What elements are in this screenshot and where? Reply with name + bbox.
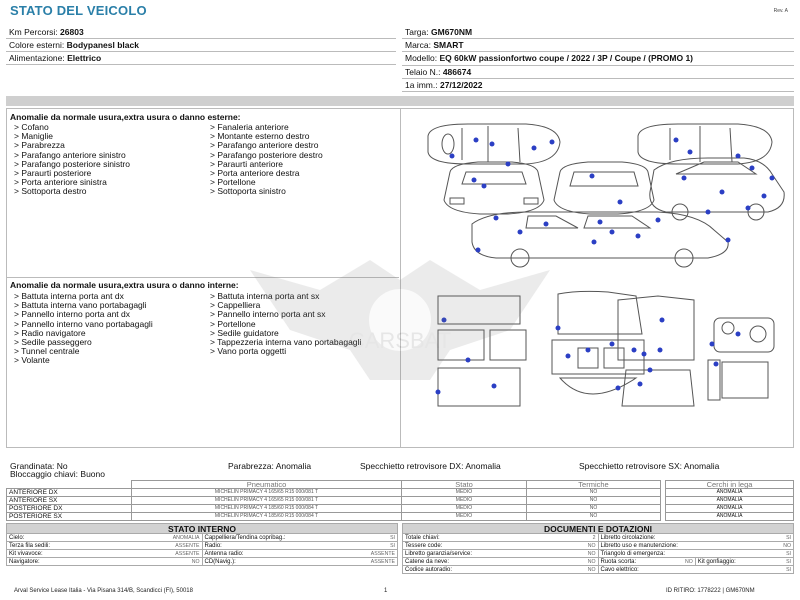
exterior-list-col2 [210,123,410,197]
libretto-circolazione-cell: Libretto circolazione: SI [599,534,795,542]
colore-row: Colore esterni: Bodypanesl black [6,39,396,52]
cappelliera-cell: Cappelliera/Tendina copribag.: SI [203,534,399,542]
table-cell: ANOMALIA [666,489,794,497]
list-item: > Pannello interno vano portabagagli [14,318,153,329]
list-item: > Battuta interna porta ant dx [14,291,124,301]
list-item: > Pannello interno porta ant sx [210,309,326,320]
codice-autoradio-cell: Codice autoradio: NO [403,566,599,574]
interior-list-col1 [14,292,206,366]
list-item: > Radio navigatore [14,327,86,338]
vehicle-info-right [402,26,794,92]
list-item: > Cappelliera [210,300,261,311]
table-cell: ANOMALIA [666,505,794,513]
list-item: > Portellone [210,318,256,329]
cerchi-header: Cerchi in lega [666,481,794,489]
stato-interno-title: STATO INTERNO [6,523,398,534]
footer-company: Arval Service Lease Italia - Via Pisana 314/B, Scandicci (FI), 50018 [14,588,193,594]
table-row: POSTERIORE DX MICHELIN PRIMACY 4 185/60 R15 000/084 T MEDIO NO [7,505,661,513]
bloccaggio-label: Bloccaggio chiavi: Buono [10,469,105,479]
list-item: > Pannello interno porta ant dx [14,309,131,320]
specchietto-sx-label: Specchietto retrovisore SX: Anomalia [579,461,720,471]
targa-row: Targa: GM670NM [402,26,794,39]
ruota-kit-cell: Ruota scorta: NO Kit gonfiaggio: SI [599,558,795,566]
km-row: Km Percorsi: 26803 [6,26,396,39]
stato-interno-panel [6,523,398,566]
list-item: > Paraurti anteriore [210,158,283,169]
documenti-panel [402,523,794,574]
table-header-row [7,481,661,489]
footer-page-number: 1 [384,588,388,594]
interior-title: Anomalie da normale usura,extra usura o danno interne: [10,280,239,290]
stato-header: Stato [402,481,527,489]
terza-fila-cell: Terza fila sedili: ASSENTE [7,542,203,550]
list-item: > Parafango posteriore destro [210,149,323,160]
antenna-cell: Antenna radio: ASSENTE [203,550,399,558]
watermark-logo [240,240,560,390]
totale-chiavi-cell: Totale chiavi: 2 [403,534,599,542]
list-item: > Maniglie [14,131,53,142]
parabrezza-label: Parabrezza: Anomalia [228,461,312,471]
cielo-cell: Cielo: ANOMALIA [7,534,203,542]
list-item: > Parafango posteriore sinistro [14,158,130,169]
list-item: > Parafango anteriore sinistro [14,149,126,160]
navigatore-cell: Navigatore: NO [7,558,203,566]
table-row: POSTERIORE SX MICHELIN PRIMACY 4 185/60 R15 000/084 T MEDIO NO [7,513,661,521]
list-item: > Porta anteriore sinistra [14,177,107,188]
alimentazione-row: Alimentazione: Elettrico [6,52,396,65]
kit-vivavoce-cell: Kit vivavoce: ASSENTE [7,550,203,558]
list-item: > Sedile guidatore [210,327,279,338]
specchietto-dx-label: Specchietto retrovisore DX: Anomalia [360,461,501,471]
list-item: > Paraurti posteriore [14,168,92,179]
tyre-header: Pneumatico [132,481,402,489]
exterior-title: Anomalie da normale usura,extra usura o danno esterne: [10,112,241,122]
list-item: > Sedile passeggero [14,337,92,348]
list-item: > Sottoporta sinistro [210,186,286,197]
list-item: > Portellone [210,177,256,188]
modello-row: Modello: EQ 60kW passionfortwo coupe / 2022 / 3P / Coupe / (PROMO 1) [402,52,794,66]
list-item: > Parafango anteriore destro [210,140,319,151]
termiche-header: Termiche [527,481,661,489]
tyre-table [6,480,661,521]
watermark-text: CARSBAT [348,328,452,353]
list-item: > Cofano [14,122,49,132]
grandinata-label: Grandinata: No [10,461,68,471]
cerchi-table [665,480,794,521]
cavo-elettrico-cell: Cavo elettrico: SI [599,566,795,574]
list-item: > Volante [14,355,50,366]
cd-cell: CD(Navig.): ASSENTE [203,558,399,566]
libretto-uso-cell: Libretto uso e manutenzione: NO [599,542,795,550]
list-item: > Tunnel centrale [14,346,80,357]
list-item: > Montante esterno destro [210,131,310,142]
libretto-garanzia-cell: Libretto garanzia/service: NO [403,550,599,558]
footer-id: ID RITIRO: 1778222 | GM670NM [666,588,755,594]
list-item: > Porta anteriore destra [210,168,300,179]
triangolo-cell: Triangolo di emergenza: SI [599,550,795,558]
revision-label: Rev. A [773,8,788,14]
radio-cell: Radio: SI [203,542,399,550]
telaio-row: Telaio N.: 486674 [402,66,794,79]
list-item: > Vano porta oggetti [210,346,287,357]
marca-row: Marca: SMART [402,39,794,52]
tessere-code-cell: Tessere code: NO [403,542,599,550]
page-title: STATO DEL VEICOLO [10,3,147,18]
exterior-list-col1 [14,123,214,197]
section-band [6,96,794,106]
documenti-title: DOCUMENTI E DOTAZIONI [402,523,794,534]
immatricolazione-row: 1a imm.: 27/12/2022 [402,79,794,92]
vehicle-info-left [6,26,396,65]
list-item: > Sottoporta destro [14,186,87,197]
table-cell: ANOMALIA [666,513,794,521]
list-item: > Tappezzeria interna vano portabagagli [210,337,362,348]
catene-cell: Catene da neve: NO [403,558,599,566]
table-cell: ANOMALIA [666,497,794,505]
list-item: > Battuta interna vano portabagagli [14,300,147,311]
table-row: ANTERIORE SX MICHELIN PRIMACY 4 165/65 R15 000/081 T MEDIO NO [7,497,661,505]
list-item: > Battuta interna porta ant sx [210,291,320,301]
list-item: > Fanaleria anteriore [210,122,289,132]
list-item: > Parabrezza [14,140,65,151]
table-row: ANTERIORE DX MICHELIN PRIMACY 4 165/65 R15 000/081 T MEDIO NO [7,489,661,497]
